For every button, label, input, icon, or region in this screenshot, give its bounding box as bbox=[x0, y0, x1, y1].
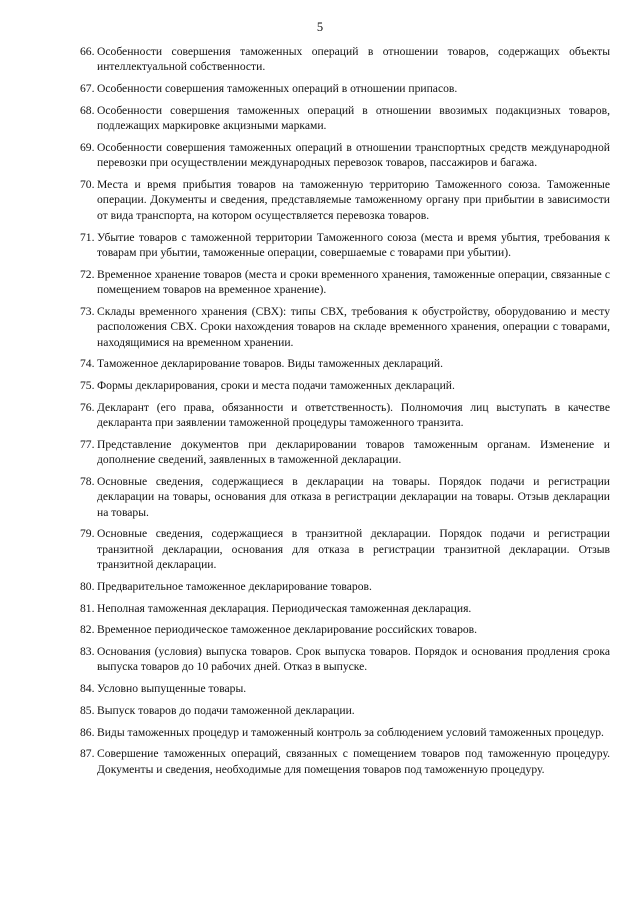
item-text: Временное периодическое таможенное декларирование российских товаров. bbox=[97, 623, 478, 637]
list-item bbox=[80, 44, 610, 75]
item-number: 69. bbox=[80, 140, 95, 154]
list-item bbox=[80, 725, 610, 740]
item-text: Условно выпущенные товары. bbox=[97, 682, 247, 696]
item-text: Места и время прибытия товаров на таможенную территорию Таможенного союза. Таможенные операции. Документы и сведения, представляемые таможенному органу при прибытии в зависимости от вида транспорта, на котором осуществляется перевозка товаров. bbox=[97, 178, 610, 222]
item-text: Таможенное декларирование товаров. Виды таможенных деклараций. bbox=[97, 357, 444, 371]
item-number: 73. bbox=[80, 304, 95, 318]
item-number: 78. bbox=[80, 474, 95, 488]
list-item bbox=[80, 644, 610, 675]
item-number: 81. bbox=[80, 601, 95, 615]
item-text: Формы декларирования, сроки и места подачи таможенных деклараций. bbox=[97, 378, 455, 392]
item-text: Декларант (его права, обязанности и ответственность). Полномочия лиц выступать в качестве декларанта при заявлении таможенной процедуры таможенного транзита. bbox=[97, 400, 610, 430]
list-item bbox=[80, 230, 610, 261]
item-number: 82. bbox=[80, 623, 95, 637]
item-number: 85. bbox=[80, 703, 95, 717]
list-item bbox=[80, 267, 610, 298]
item-text: Представление документов при декларировании товаров таможенным органам. Изменение и дополнение сведений, заявленных в таможенной декларации. bbox=[97, 437, 610, 467]
item-number: 83. bbox=[80, 645, 95, 659]
item-text: Совершение таможенных операций, связанных с помещением товаров под таможенную процедуру. Документы и сведения, необходимые для помещения товаров под таможенную процедуру. bbox=[97, 747, 610, 776]
item-text: Основания (условия) выпуска товаров. Срок выпуска товаров. Порядок и основания продления срока выпуска товаров до 10 рабочих дней. Отказ в выпуске. bbox=[97, 645, 610, 674]
item-text: Предварительное таможенное декларирование товаров. bbox=[97, 579, 372, 593]
list-item bbox=[80, 177, 610, 223]
item-text: Особенности совершения таможенных операций в отношении ввозимых подакцизных товаров, подлежащих маркировке акцизными марками. bbox=[97, 103, 610, 133]
list-item bbox=[80, 356, 610, 371]
item-number: 70. bbox=[80, 178, 95, 192]
list-item bbox=[80, 746, 610, 777]
item-number: 86. bbox=[80, 725, 95, 739]
item-text: Неполная таможенная декларация. Периодическая таможенная декларация. bbox=[97, 601, 472, 615]
item-text: Основные сведения, содержащиеся в транзитной декларации. Порядок подачи и регистрации транзитной декларации, основания для отказа в регистрации транзитной декларации. Отзыв транзитной декларации. bbox=[97, 527, 610, 572]
item-number: 79. bbox=[80, 527, 95, 541]
list-item bbox=[80, 81, 610, 96]
list-item bbox=[80, 304, 610, 350]
list-item bbox=[80, 437, 610, 468]
item-number: 72. bbox=[80, 267, 95, 281]
list-item bbox=[80, 703, 610, 718]
item-number: 75. bbox=[80, 378, 95, 392]
page-number: 5 bbox=[316, 20, 324, 34]
item-text: Выпуск товаров до подачи таможенной декларации. bbox=[97, 703, 355, 717]
list-item bbox=[80, 681, 610, 696]
numbered-list bbox=[80, 44, 610, 783]
item-number: 77. bbox=[80, 437, 95, 451]
list-item bbox=[80, 103, 610, 134]
item-number: 87. bbox=[80, 747, 95, 761]
item-number: 80. bbox=[80, 579, 95, 593]
list-item bbox=[80, 140, 610, 171]
item-text: Особенности совершения таможенных операций в отношении транспортных средств международной перевозки при осуществлении международных перевозок товаров, пассажиров и багажа. bbox=[97, 140, 610, 170]
item-text: Склады временного хранения (СВХ): типы СВХ, требования к обустройству, оборудованию и месту расположения СВХ. Сроки нахождения товаров на складе временного хранения, операции с товарами, находящимися на временном хранении. bbox=[97, 304, 610, 349]
item-number: 76. bbox=[80, 400, 95, 414]
item-text: Особенности совершения таможенных операций в отношении товаров, содержащих объекты интеллектуальной собственности. bbox=[97, 45, 610, 74]
list-item bbox=[80, 400, 610, 431]
list-item bbox=[80, 474, 610, 520]
item-number: 66. bbox=[80, 45, 95, 58]
list-item bbox=[80, 579, 610, 594]
item-number: 67. bbox=[80, 82, 95, 96]
item-number: 84. bbox=[80, 682, 95, 696]
item-text: Временное хранение товаров (места и сроки временного хранения, таможенные операции, связанные с помещением товаров на временное хранение). bbox=[97, 267, 610, 297]
item-text: Особенности совершения таможенных операций в отношении припасов. bbox=[97, 82, 458, 96]
item-number: 74. bbox=[80, 357, 95, 371]
item-number: 71. bbox=[80, 230, 95, 244]
item-text: Убытие товаров с таможенной территории Таможенного союза (места и время убытия, требования к товарам при убытии, таможенные операции, совершаемые с товарами при убытии). bbox=[97, 230, 610, 259]
item-text: Основные сведения, содержащиеся в декларации на товары. Порядок подачи и регистрации декларации на товары, основания для отказа в регистрации декларации на товары. Отзыв декларации на товары. bbox=[97, 474, 610, 519]
item-number: 68. bbox=[80, 103, 95, 117]
item-text: Виды таможенных процедур и таможенный контроль за соблюдением условий таможенных процедур. bbox=[97, 725, 604, 739]
list-item bbox=[80, 378, 610, 393]
list-item bbox=[80, 526, 610, 572]
list-item bbox=[80, 601, 610, 616]
list-item bbox=[80, 622, 610, 637]
